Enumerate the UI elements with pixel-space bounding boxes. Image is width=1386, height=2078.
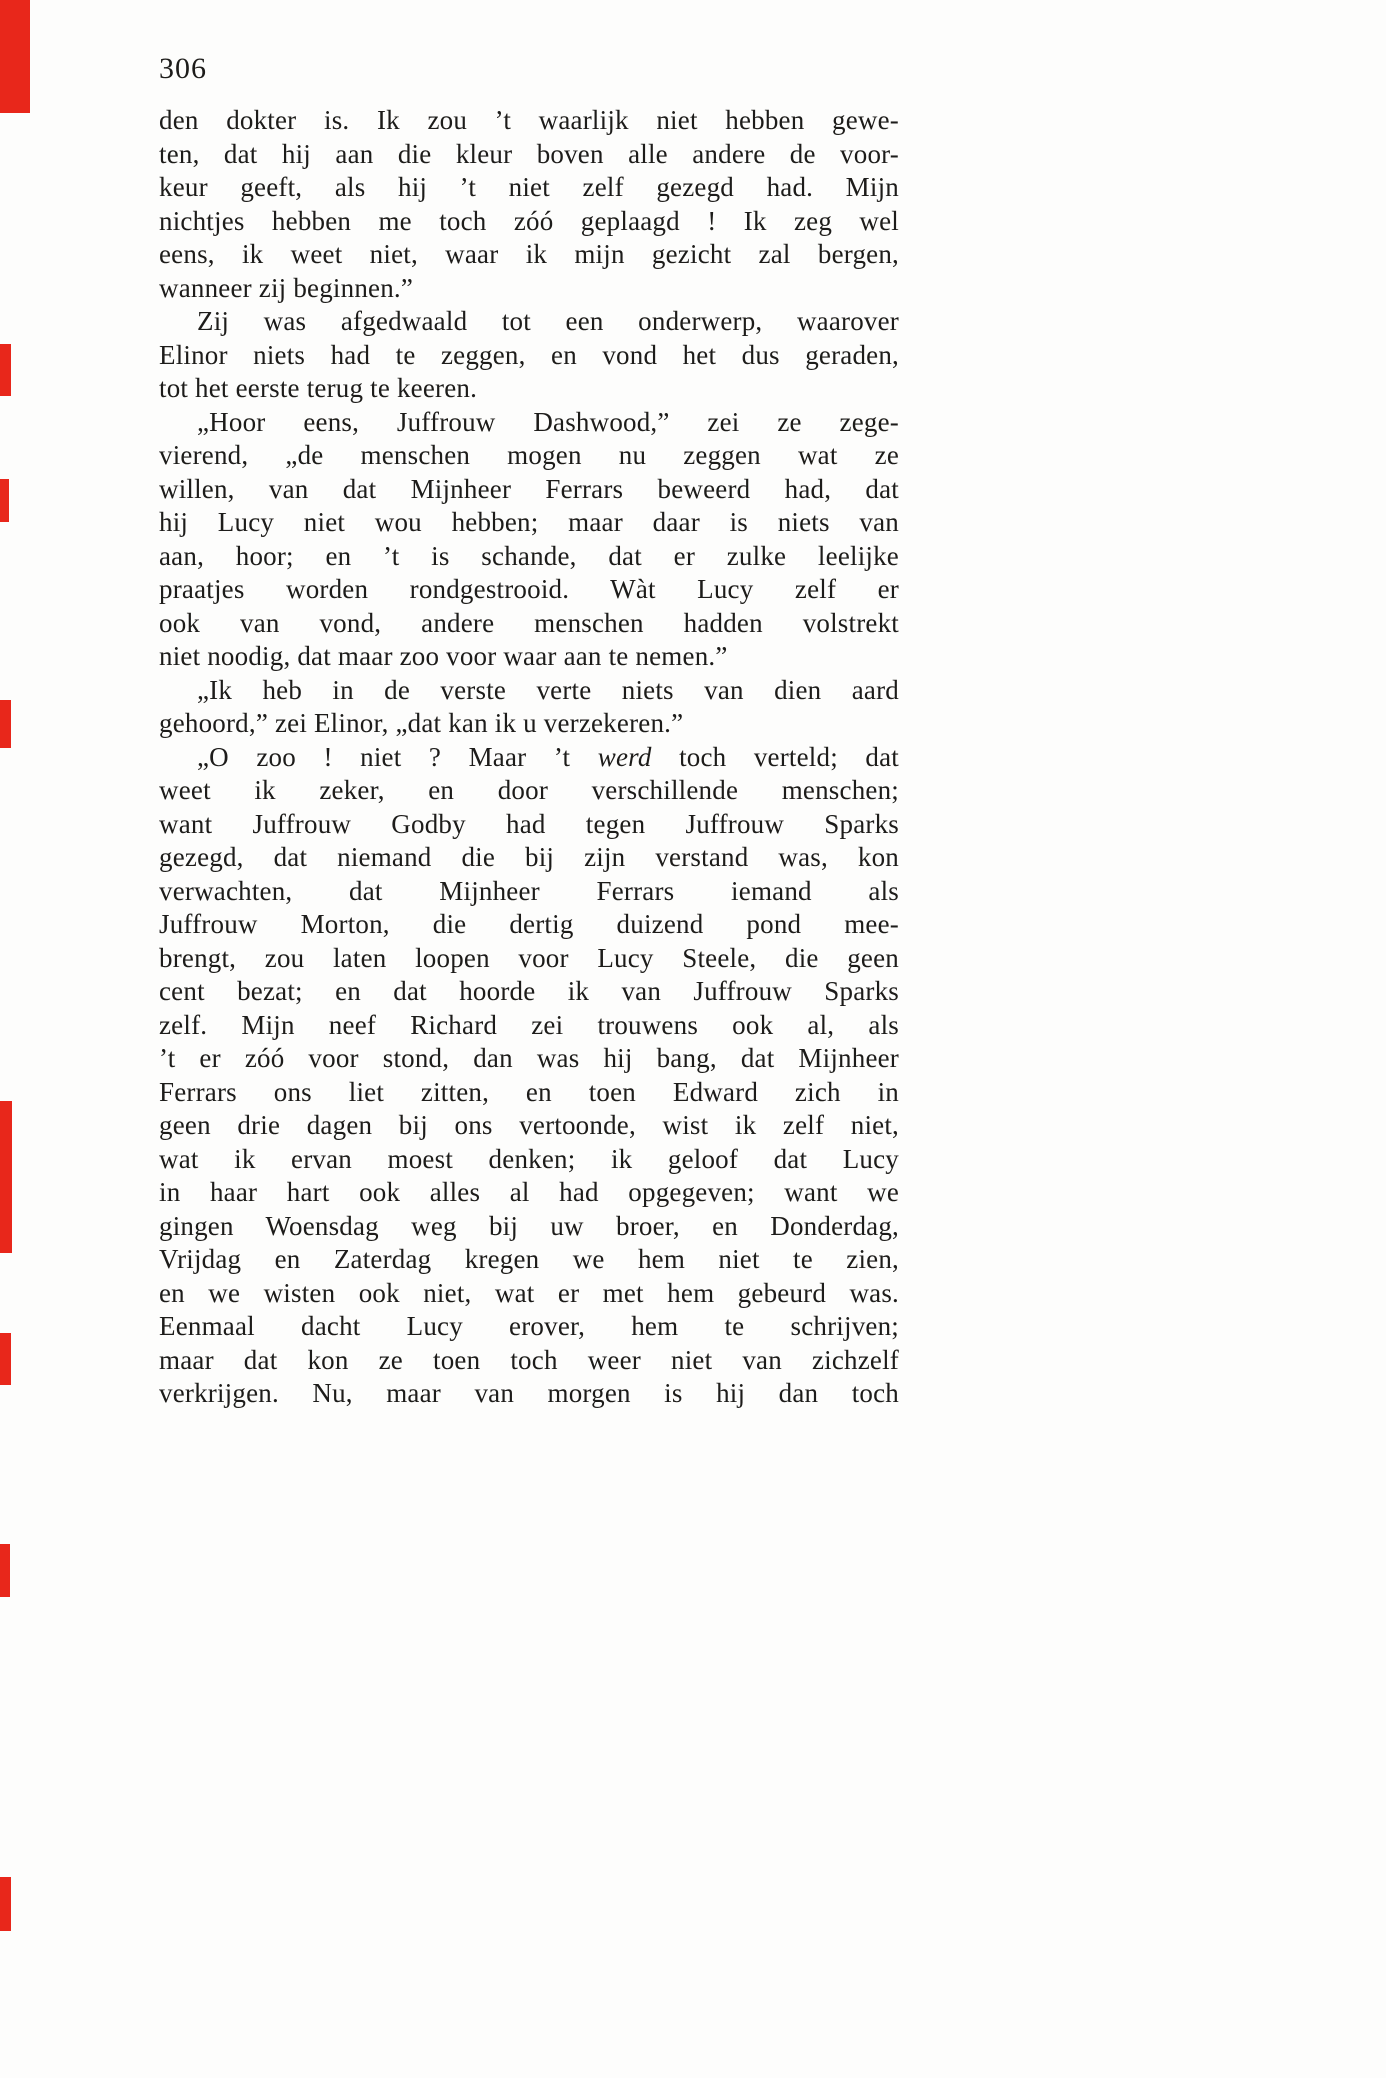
text-line: ’t er zóó voor stond, dan was hij bang, dat Mijnheer [159,1043,899,1073]
scan-artifact-red-mark [0,1333,11,1385]
text-line: vierend, „de menschen mogen nu zeggen wat ze [159,440,899,470]
text-line: ten, dat hij aan die kleur boven alle andere de voor- [159,138,899,169]
text-line: willen, van dat Mijnheer Ferrars beweerd had, dat [159,473,899,504]
text-line: tot het eerste terug te keeren. [159,373,478,403]
text-line: Elinor niets had te zeggen, en vond het dus geraden, [159,339,899,370]
text-line: gehoord,” zei Elinor, „dat kan ik u verzekeren.” [159,708,684,738]
text-line: Vrijdag en Zaterdag kregen we hem niet te zien, [159,1244,899,1274]
text-line: Ferrars ons liet zitten, en toen Edward zich in [159,1076,899,1107]
text-line: Juffrouw Morton, die dertig duizend pond mee- [159,909,899,939]
page-text [159,104,899,1411]
text-line: eens, ik weet niet, waar ik mijn gezicht zal bergen, [159,239,899,269]
text-line: verkrijgen. Nu, maar van morgen is hij dan toch [159,1378,899,1408]
text-line: brengt, zou laten loopen voor Lucy Steele, die geen [159,942,899,973]
text-line: hij Lucy niet wou hebben; maar daar is niets van [159,507,899,537]
text-line: „Hoor eens, Juffrouw Dashwood,” zei ze zege- [197,406,899,437]
text-line: keur geeft, als hij ’t niet zelf gezegd had. Mijn [159,172,899,202]
text-line: maar dat kon ze toen toch weer niet van zichzelf [159,1344,899,1375]
scan-artifact-red-mark [0,344,11,396]
text-line: wanneer zij beginnen.” [159,272,414,303]
text-line: nichtjes hebben me toch zóó geplaagd ! Ik zeg wel [159,205,899,236]
text-line: gezegd, dat niemand die bij zijn verstand was, kon [159,842,899,872]
text-line: praatjes worden rondgestrooid. Wàt Lucy zelf er [159,574,899,604]
text-line: in haar hart ook alles al had opgegeven; want we [159,1177,899,1207]
scan-artifact-red-mark [0,479,9,522]
text-line: cent bezat; en dat hoorde ik van Juffrouw Sparks [159,976,899,1006]
scan-artifact-red-mark [0,1877,11,1931]
text-line: want Juffrouw Godby had tegen Juffrouw Sparks [159,808,899,839]
text-line: wat ik ervan moest denken; ik geloof dat Lucy [159,1143,899,1174]
scan-artifact-red-mark [0,1101,12,1253]
text-line: gingen Woensdag weg bij uw broer, en Donderdag, [159,1210,899,1241]
text-line: Eenmaal dacht Lucy erover, hem te schrijven; [159,1311,899,1341]
text-line: ook van vond, andere menschen hadden volstrekt [159,607,899,638]
scan-artifact-red-mark [0,1544,10,1597]
scan-artifact-red-mark [0,0,30,113]
text-line: den dokter is. Ik zou ’t waarlijk niet hebben gewe- [159,105,899,135]
text-line: „Ik heb in de verste verte niets van dien aard [197,674,899,705]
text-line: zelf. Mijn neef Richard zei trouwens ook al, als [159,1009,899,1040]
text-line: geen drie dagen bij ons vertoonde, wist ik zelf niet, [159,1110,899,1140]
text-line: Zij was afgedwaald tot een onderwerp, waarover [197,306,899,336]
scan-artifact-red-mark [0,700,11,748]
text-line: „O zoo ! niet ? Maar ’t werd toch verteld; dat [197,741,899,772]
text-line: weet ik zeker, en door verschillende menschen; [159,775,899,805]
text-line: niet noodig, dat maar zoo voor waar aan te nemen.” [159,641,728,671]
page-number: 306 [159,52,207,85]
text-line: aan, hoor; en ’t is schande, dat er zulke leelijke [159,540,899,571]
text-line: verwachten, dat Mijnheer Ferrars iemand als [159,875,899,906]
text-line: en we wisten ook niet, wat er met hem gebeurd was. [159,1277,899,1308]
